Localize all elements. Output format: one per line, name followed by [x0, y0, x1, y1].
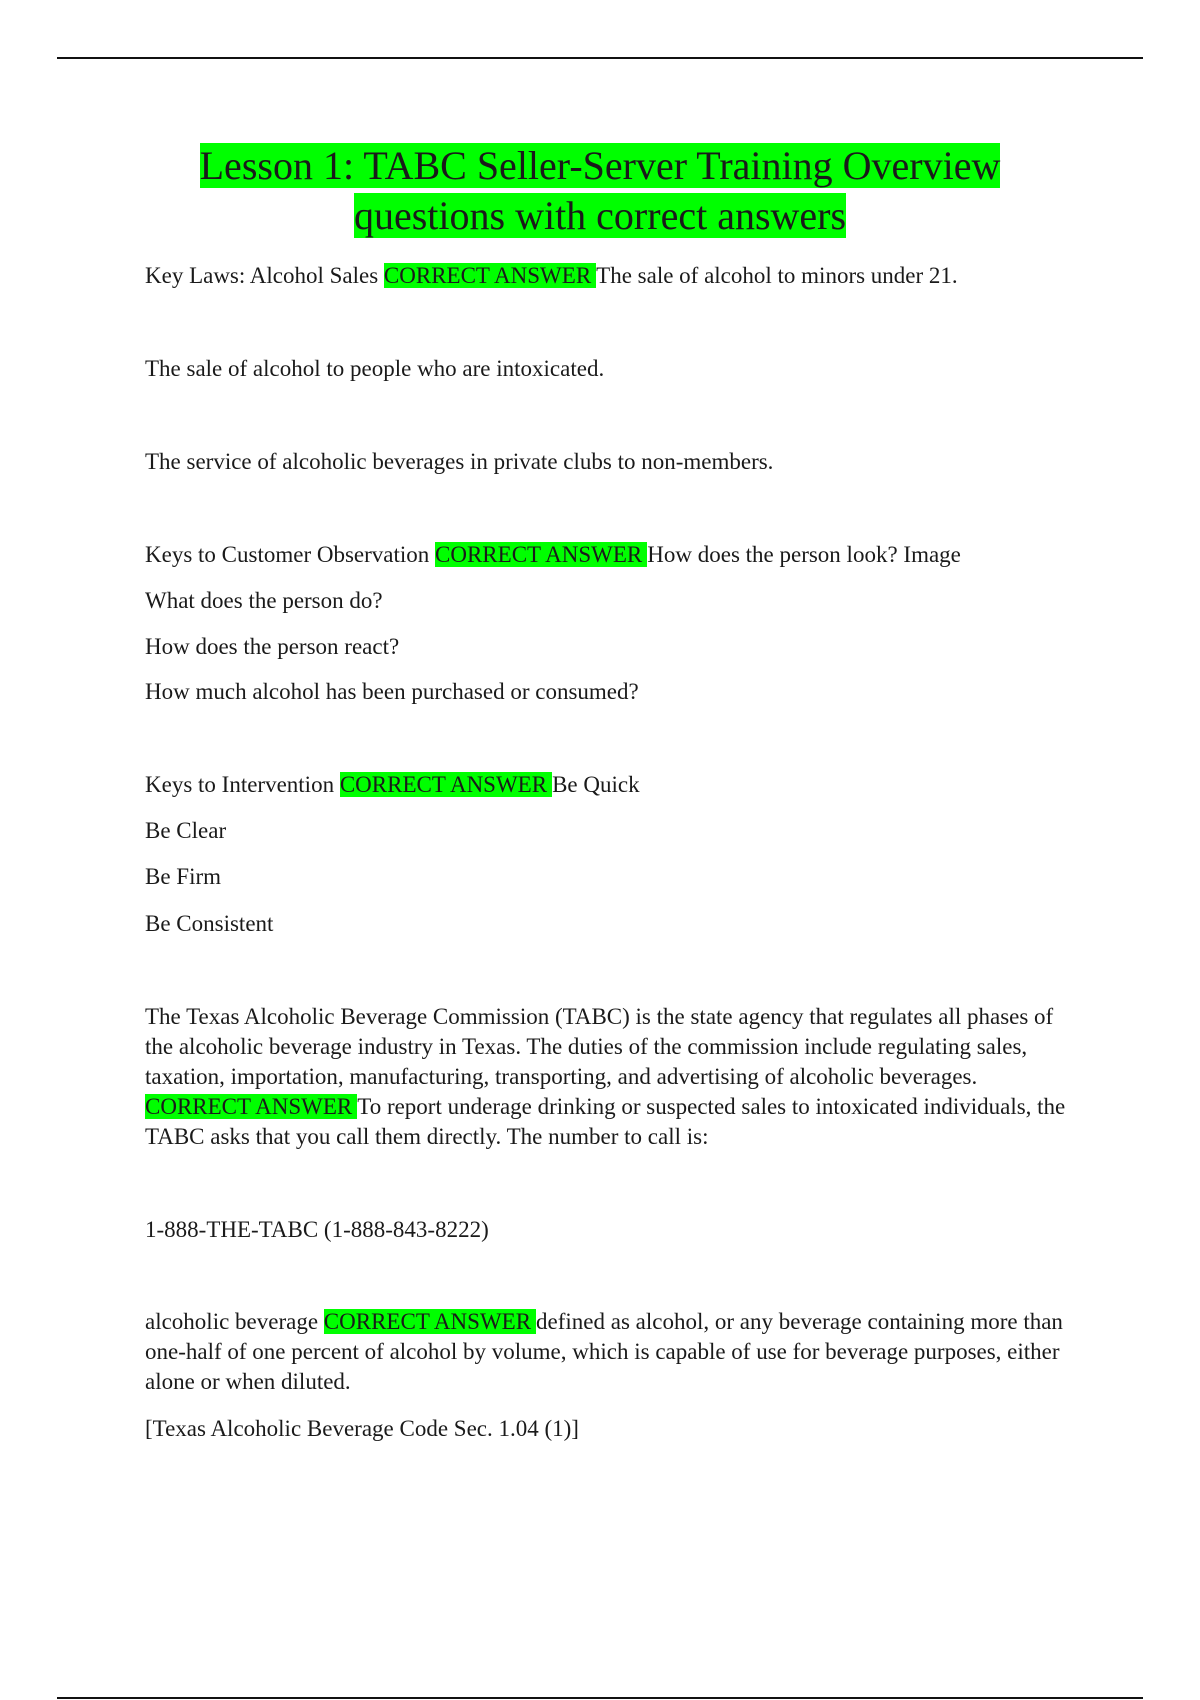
qa-3-question: Keys to Intervention — [145, 772, 335, 797]
qa-5-citation: [Texas Alcoholic Beverage Code Sec. 1.04 (1)] — [145, 1416, 579, 1441]
qa-4-block — [145, 1002, 1085, 1152]
qa-4-correct-answer-tag: CORRECT ANSWER — [145, 1094, 357, 1119]
qa-2-answer-line-2: How does the person react? — [145, 634, 400, 659]
qa-3-correct-answer-tag: CORRECT ANSWER — [340, 772, 552, 797]
page-bottom-rule — [57, 1697, 1143, 1699]
qa-2-answer-line-1: What does the person do? — [145, 588, 383, 613]
qa-5-question: alcoholic beverage — [145, 1309, 319, 1334]
qa-3-answer-start: Be Quick — [552, 772, 640, 797]
qa-1-answer-start: The sale of alcohol to minors under 21. — [596, 263, 958, 288]
qa-5-correct-answer-tag: CORRECT ANSWER — [324, 1309, 536, 1334]
qa-5-block — [145, 1307, 1085, 1397]
qa-3-answer-line-3: Be Consistent — [145, 911, 274, 936]
document-title — [100, 141, 1100, 241]
title-line-2: questions with correct answers — [353, 193, 847, 238]
qa-4-answer-start: To report underage drinking or suspected sales to intoxicated individuals, the TABC asks that you call them directly. The number to call is: — [145, 1094, 1066, 1149]
qa-1-question: Key Laws: Alcohol Sales — [145, 263, 379, 288]
qa-1-answer-line-2: The service of alcoholic beverages in private clubs to non-members. — [145, 449, 774, 474]
qa-2-correct-answer-tag: CORRECT ANSWER — [435, 542, 647, 567]
qa-1-correct-answer-tag: CORRECT ANSWER — [384, 263, 596, 288]
qa-1-question-line — [145, 261, 958, 291]
qa-2-answer-start: How does the person look? Image — [647, 542, 961, 567]
qa-4-question: The Texas Alcoholic Beverage Commission (TABC) is the state agency that regulates all phases of the alcoholic beverage industry in Texas. The duties of the commission include regulating sales, taxation, importation, manufacturing, transporting, and advertising of alcoholic beverages. — [145, 1004, 1054, 1089]
qa-2-question: Keys to Customer Observation — [145, 542, 430, 567]
qa-3-answer-line-1: Be Clear — [145, 818, 227, 843]
qa-2-answer-line-3: How much alcohol has been purchased or consumed? — [145, 679, 639, 704]
qa-5-answer-start: defined as alcohol, or any beverage containing more than one-half of one percent of alcohol by volume, which is capable of use for beverage purposes, either alone or when diluted. — [145, 1309, 1063, 1394]
title-line-1: Lesson 1: TABC Seller-Server Training Overview — [199, 143, 1001, 188]
qa-1-answer-line-1: The sale of alcohol to people who are intoxicated. — [145, 356, 605, 381]
tabc-phone-number: 1-888-THE-TABC (1-888-843-8222) — [145, 1217, 489, 1242]
qa-2-question-line — [145, 540, 961, 570]
qa-3-question-line — [145, 770, 640, 800]
page-top-rule — [57, 57, 1143, 59]
qa-3-answer-line-2: Be Firm — [145, 864, 222, 889]
